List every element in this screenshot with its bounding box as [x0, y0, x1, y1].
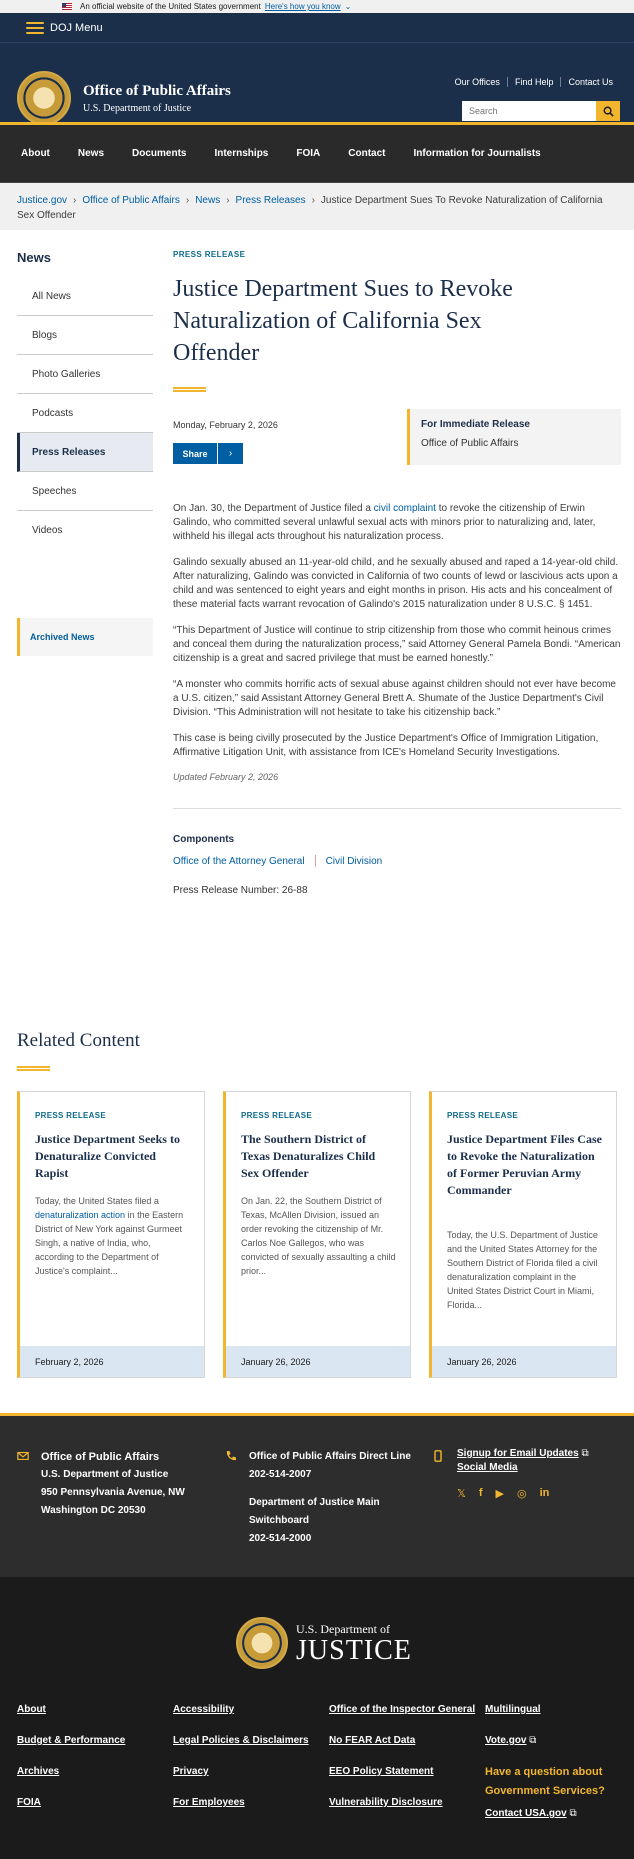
nav-about[interactable]: About [21, 148, 50, 159]
contact-usa-link[interactable]: Contact USA.gov [485, 1808, 567, 1819]
doj-footer-logo[interactable] [236, 1617, 412, 1669]
article-date: Monday, February 2, 2026 [173, 420, 278, 430]
footer-link-archives[interactable]: Archives [17, 1766, 60, 1777]
share-button[interactable] [173, 443, 243, 464]
instagram-icon[interactable]: ◎ [517, 1488, 527, 1500]
phone-icon [225, 1450, 237, 1462]
sidebar-item-photo-galleries[interactable]: Photo Galleries [17, 355, 153, 394]
breadcrumb-opa[interactable]: Office of Public Affairs [82, 195, 180, 206]
article-kicker: PRESS RELEASE [173, 250, 246, 259]
footer-link-vulnerability[interactable]: Vulnerability Disclosure [329, 1797, 443, 1808]
nav-foia[interactable]: FOIA [296, 148, 321, 159]
footer-logo-top: U.S. Department of [296, 1621, 390, 1636]
footer-address: Office of Public Affairs U.S. Department of Justice 950 Pennsylvania Avenue, NW Washington DC 20530 [41, 1448, 185, 1520]
doj-seal-icon [236, 1617, 288, 1669]
archived-news-link[interactable]: Archived News [30, 632, 95, 642]
footer-link-eeo[interactable]: EEO Policy Statement [329, 1766, 434, 1777]
linkedin-icon[interactable]: in [539, 1487, 550, 1499]
breadcrumb-current: Justice Department Sues To Revoke Naturalization of California Sex Offender [17, 195, 603, 221]
page-title: Justice Department Sues to Revoke Naturalization of California Sex Offender [173, 276, 513, 366]
gov-banner-text: An official website of the United States government [80, 2, 261, 11]
our-offices-link[interactable]: Our Offices [454, 77, 500, 87]
direct-line-number[interactable]: 202-514-2007 [249, 1469, 312, 1480]
footer-links-section [0, 1577, 634, 1859]
chevron-right-icon: › [73, 195, 77, 206]
nav-contact[interactable]: Contact [348, 148, 386, 159]
card-title[interactable]: The Southern District of Texas Denaturalizes Child Sex Offender [241, 1132, 376, 1180]
chevron-down-icon: ⌄ [344, 2, 352, 11]
archived-news-box [17, 618, 153, 656]
component-link-civil[interactable]: Civil Division [325, 855, 383, 867]
breadcrumb-press-releases[interactable]: Press Releases [235, 195, 306, 206]
chevron-right-icon: › [226, 195, 230, 206]
footer-link-foia[interactable]: FOIA [17, 1797, 41, 1808]
divider [315, 855, 316, 867]
email-updates-link[interactable]: Signup for Email Updates [457, 1448, 579, 1459]
divider [173, 808, 621, 809]
related-heading: Related Content [17, 1030, 140, 1051]
sidebar [17, 250, 153, 550]
doj-menu-button[interactable] [0, 13, 634, 43]
related-rule [17, 1066, 50, 1071]
us-flag-icon [62, 3, 72, 10]
mobile-icon [432, 1450, 444, 1462]
switchboard-number[interactable]: 202-514-2000 [249, 1533, 312, 1544]
share-label: Share [173, 443, 217, 464]
article-paragraph: Galindo sexually abused an 11-year-old child, and he sexually abused and raped a 14-year-old child. After naturalizing, Galindo was convicted in California of two counts of lewd or lascivious acts upon a child and was sentenced to eight years and eight months in prison. His acts and his concealment of these material facts warrant revocation of Galindo's 2015 naturalization under 8 U.S.C. § 1451. [173, 557, 619, 610]
mail-icon [17, 1450, 29, 1462]
contact-us-link[interactable]: Contact Us [560, 77, 620, 87]
components-heading: Components [173, 834, 235, 845]
find-help-link[interactable]: Find Help [507, 77, 561, 87]
chevron-right-icon: › [311, 195, 315, 206]
card-date: January 26, 2026 [432, 1346, 616, 1377]
search-form [462, 101, 620, 121]
footer-contact [0, 1413, 634, 1577]
how-you-know-link[interactable]: Here's how you know [264, 2, 341, 11]
title-rule [173, 387, 206, 392]
footer-link-budget[interactable]: Budget & Performance [17, 1735, 126, 1746]
gov-banner [0, 0, 634, 13]
sidebar-item-videos[interactable]: Videos [32, 525, 63, 536]
site-title: Office of Public Affairs [83, 82, 231, 99]
search-icon [603, 106, 614, 117]
related-card[interactable] [223, 1091, 411, 1378]
article-paragraph: This case is being civilly prosecuted by the Justice Department's Office of Immigration Litigation, Affirmative Litigation Unit, with assistance from ICE's Homeland Security Investigations. [173, 733, 599, 758]
question-heading: Have a question about Government Services? [485, 1766, 605, 1797]
footer-link-legal[interactable]: Legal Policies & Disclaimers [173, 1735, 309, 1746]
card-text: On Jan. 22, the Southern District of Texas, McAllen Division, issued an order revoking the citizenship of Mr. Carlos Noe Gallegos, who was convicted of sexually assaulting a child prior... [241, 1196, 396, 1276]
updated-date: Updated February 2, 2026 [173, 772, 279, 782]
card-kicker: PRESS RELEASE [241, 1111, 313, 1120]
card-date: January 26, 2026 [226, 1346, 410, 1377]
article-body [173, 502, 621, 760]
utility-links [448, 77, 620, 87]
footer-logo-bottom: JUSTICE [296, 1634, 412, 1666]
card-kicker: PRESS RELEASE [35, 1111, 107, 1120]
search-input[interactable] [462, 101, 596, 121]
footer-updates [457, 1448, 589, 1500]
social-icons [457, 1487, 589, 1500]
footer-link-no-fear[interactable]: No FEAR Act Data [329, 1735, 416, 1746]
chevron-right-icon: › [217, 443, 243, 464]
footer-link-employees[interactable]: For Employees [173, 1797, 245, 1808]
card-date: February 2, 2026 [20, 1346, 204, 1377]
external-link-icon: ⧉ [569, 1808, 577, 1819]
nav-information-for-journalists[interactable]: Information for Journalists [413, 148, 541, 159]
components-list [173, 855, 621, 867]
article-paragraph: On Jan. 30, the Department of Justice filed a civil complaint to revoke the citizenship of Erwin Galindo, who committed several unlawful sexual acts with minors prior to naturalizing and, later, withheld his illegal acts throughout his naturalization process. [173, 503, 596, 542]
footer-link-privacy[interactable]: Privacy [173, 1766, 209, 1777]
footer-link-vote[interactable]: Vote.gov [485, 1735, 527, 1746]
hamburger-menu-icon [26, 22, 44, 34]
doj-seal-icon [17, 71, 71, 125]
site-subtitle: U.S. Department of Justice [83, 102, 192, 114]
external-link-icon: ⧉ [581, 1448, 589, 1459]
related-card[interactable] [429, 1091, 617, 1378]
sidebar-item-press-releases[interactable]: Press Releases [17, 433, 153, 472]
breadcrumb-justice-gov[interactable]: Justice.gov [17, 195, 68, 206]
card-title[interactable]: Justice Department Seeks to Denaturalize Convicted Rapist [35, 1132, 180, 1180]
related-content [0, 1030, 634, 1413]
facebook-icon[interactable]: f [478, 1487, 483, 1499]
footer-link-about[interactable]: About [17, 1704, 46, 1715]
card-text: Today, the U.S. Department of Justice and the United States Attorney for the Southern District of Florida filed a civil denaturalization complaint in the United States District Court in Miami, Florida... [447, 1230, 598, 1310]
breadcrumb-news[interactable]: News [195, 195, 221, 206]
site-header [0, 13, 634, 125]
youtube-icon[interactable]: ▶ [495, 1488, 505, 1500]
release-info-box [407, 409, 621, 465]
nav-documents[interactable]: Documents [132, 148, 187, 159]
main-nav [0, 125, 634, 183]
sidebar-item-blogs[interactable]: Blogs [17, 316, 153, 355]
breadcrumb [0, 183, 634, 230]
site-brand[interactable] [17, 71, 231, 125]
denaturalization-action-link[interactable]: denaturalization action [35, 1210, 126, 1220]
x-twitter-icon[interactable]: 𝕏 [457, 1488, 466, 1500]
nav-news[interactable]: News [77, 148, 105, 159]
social-media-link[interactable]: Social Media [457, 1462, 518, 1473]
card-kicker: PRESS RELEASE [447, 1111, 519, 1120]
external-link-icon: ⧉ [529, 1735, 537, 1746]
release-heading: For Immediate Release [421, 419, 530, 430]
press-release-number: Press Release Number: 26-88 [173, 885, 308, 896]
footer-phones: Office of Public Affairs Direct Line 202-514-2007 Department of Justice Main Switchboard 202-514-2000 [249, 1448, 411, 1548]
chevron-right-icon: › [185, 195, 190, 206]
sidebar-title: News [17, 250, 51, 265]
sidebar-item-all-news[interactable]: All News [17, 277, 153, 316]
card-title[interactable]: Justice Department Files Case to Revoke the Naturalization of Former Peruvian Army Commander [447, 1132, 602, 1197]
release-office: Office of Public Affairs [421, 438, 519, 449]
component-link-ag[interactable]: Office of the Attorney General [173, 855, 305, 867]
footer-link-accessibility[interactable]: Accessibility [173, 1704, 235, 1715]
header-accent-line [0, 122, 634, 125]
nav-internships[interactable]: Internships [214, 148, 269, 159]
article-paragraph: “This Department of Justice will continue to strip citizenship from those who commit heinous crimes and conceal them during the naturalization process,” said Attorney General Pamela Bondi. “American citizenship is a great and sacred privilege that must be earned honestly.” [173, 625, 621, 664]
footer-office-title: Office of Public Affairs [41, 1451, 160, 1463]
card-text: Today, the United States filed a denaturalization action in the Eastern District of New York against Gurmeet Singh, a native of India, who, according to the Department of Justice's complaint... [35, 1196, 184, 1276]
sidebar-item-speeches[interactable]: Speeches [17, 472, 153, 511]
page-content [0, 230, 634, 1030]
article [173, 250, 621, 896]
footer-link-multilingual[interactable]: Multilingual [485, 1704, 541, 1715]
search-button[interactable] [596, 101, 620, 121]
sidebar-item-podcasts[interactable]: Podcasts [17, 394, 153, 433]
related-card[interactable] [17, 1091, 205, 1378]
article-paragraph: “A monster who commits horrific acts of sexual abuse against children should not ever have become a U.S. citizen,” said Assistant Attorney General Brett A. Shumate of the Justice Department's Civil Division. “This Administration will not hesitate to take his citizenship back.” [173, 679, 616, 718]
footer-link-oig[interactable]: Office of the Inspector General [329, 1704, 476, 1715]
civil-complaint-link[interactable]: civil complaint [373, 503, 436, 514]
doj-menu-label: DOJ Menu [50, 21, 103, 34]
